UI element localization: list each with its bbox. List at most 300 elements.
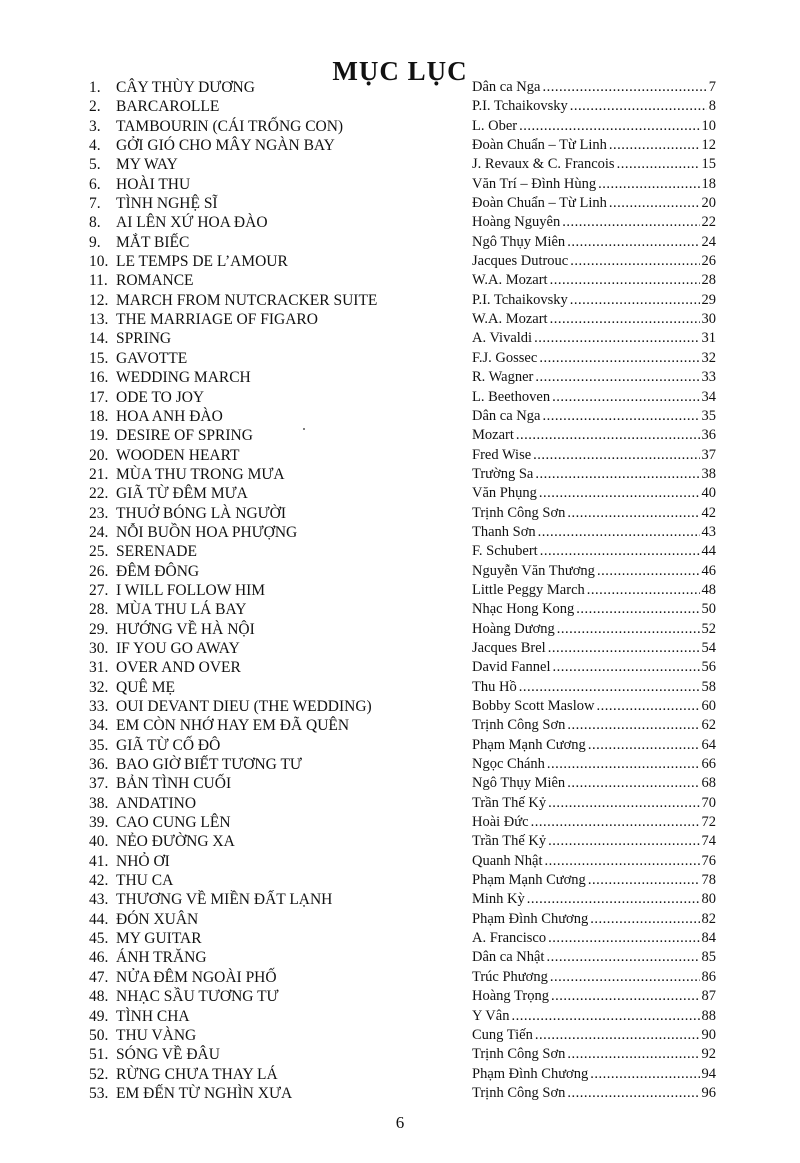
entry-number: 48. — [89, 988, 109, 1006]
toc-entry — [0, 600, 800, 619]
composer: Đoàn Chuẩn – Từ Linh — [472, 137, 607, 154]
page-ref: 42 — [701, 504, 716, 521]
composer: Phạm Đình Chương — [472, 910, 589, 927]
entry-credit — [472, 368, 716, 387]
entry-number: 6. — [89, 175, 101, 193]
toc-entry — [0, 581, 800, 600]
entry-number: 47. — [89, 968, 109, 986]
toc-entry — [0, 755, 800, 774]
dot-leader — [550, 968, 700, 987]
entry-number: 44. — [89, 910, 109, 928]
composer: P.I. Tchaikovsky — [472, 98, 568, 115]
toc-entry — [0, 736, 800, 755]
toc-entry — [0, 871, 800, 890]
entry-credit — [472, 1065, 716, 1084]
entry-number: 25. — [89, 543, 109, 561]
toc-entry — [0, 1007, 800, 1026]
dot-leader — [551, 987, 700, 1006]
toc-entry — [0, 271, 800, 290]
page-ref: 78 — [701, 872, 716, 889]
entry-number: 23. — [89, 504, 109, 522]
toc-entry — [0, 504, 800, 523]
toc-entry — [0, 794, 800, 813]
page-ref: 22 — [701, 214, 716, 231]
composer: Đoàn Chuẩn – Từ Linh — [472, 195, 607, 212]
page-ref: 92 — [701, 1046, 716, 1063]
toc-entry — [0, 523, 800, 542]
page-ref: 38 — [701, 465, 716, 482]
page-ref: 72 — [701, 814, 716, 831]
entry-number: 32. — [89, 678, 109, 696]
page-ref: 87 — [701, 988, 716, 1005]
entry-credit — [472, 1045, 716, 1064]
dot-leader — [542, 78, 706, 97]
dot-leader — [609, 194, 700, 213]
composer: Dân ca Nga — [472, 79, 541, 95]
entry-credit — [472, 271, 716, 290]
entry-credit — [472, 329, 716, 348]
dot-leader — [535, 465, 699, 484]
entry-credit — [472, 658, 716, 677]
composer: Văn Trí – Đình Hùng — [472, 175, 597, 192]
page-ref: 70 — [701, 794, 716, 811]
entry-number: 13. — [89, 311, 109, 329]
dot-leader — [557, 620, 700, 639]
song-title: CÂY THÙY DƯƠNG — [116, 79, 255, 96]
entry-credit — [472, 252, 716, 271]
song-title: ANDATINO — [116, 794, 197, 812]
entry-credit — [472, 465, 716, 484]
dot-leader — [567, 504, 699, 523]
toc-entry — [0, 678, 800, 697]
page-ref: 96 — [701, 1084, 716, 1101]
song-title: OVER AND OVER — [116, 659, 241, 677]
composer: Dân ca Nhật — [472, 949, 545, 966]
composer: Fred Wise — [472, 446, 532, 463]
song-title: OUI DEVANT DIEU (THE WEDDING) — [116, 698, 372, 715]
toc-entry — [0, 562, 800, 581]
composer: Hoàng Nguyên — [472, 214, 561, 231]
toc-entry — [0, 329, 800, 348]
song-title: HOÀI THU — [116, 175, 191, 193]
toc-entry — [0, 213, 800, 232]
page-ref: 90 — [701, 1026, 716, 1043]
entry-number: 21. — [89, 465, 109, 483]
song-title: BARCAROLLE — [116, 98, 220, 116]
song-title: MẮT BIẾC — [116, 233, 190, 251]
page-ref: 15 — [701, 156, 716, 173]
dot-leader — [535, 1026, 700, 1045]
page-ref: 33 — [701, 369, 716, 386]
composer: A. Vivaldi — [472, 330, 533, 347]
song-title: NẺO ĐƯỜNG XA — [116, 833, 235, 851]
toc-entry — [0, 774, 800, 793]
scan-speck — [303, 428, 305, 430]
composer: Văn Phụng — [472, 485, 537, 502]
entry-credit — [472, 794, 716, 813]
song-title: SÓNG VỀ ĐÂU — [116, 1046, 220, 1064]
page-ref: 29 — [701, 291, 716, 308]
song-title: TÌNH CHA — [116, 1007, 190, 1025]
composer: Ngô Thụy Miên — [472, 233, 566, 250]
song-title: WOODEN HEART — [116, 446, 240, 464]
page-ref: 62 — [701, 717, 716, 734]
composer: J. Revaux & C. Francois — [472, 156, 615, 173]
entry-credit — [472, 562, 716, 581]
composer: F.J. Gossec — [472, 349, 538, 366]
entry-credit — [472, 813, 716, 832]
composer: Trúc Phương — [472, 968, 548, 985]
song-title: GIÃ TỪ ĐÊM MƯA — [116, 485, 248, 503]
toc-entry — [0, 1065, 800, 1084]
composer: Trần Thế Kỷ — [472, 833, 547, 850]
composer: R. Wagner — [472, 369, 534, 386]
toc-entry — [0, 252, 800, 271]
page-ref: 54 — [701, 639, 716, 656]
entry-credit — [472, 175, 716, 194]
composer: Hoàng Dương — [472, 620, 555, 637]
toc-entry — [0, 465, 800, 484]
dot-leader — [567, 716, 699, 735]
entry-credit — [472, 678, 716, 697]
entry-number: 12. — [89, 291, 109, 309]
page-ref: 28 — [701, 272, 716, 289]
entry-credit — [472, 233, 716, 252]
song-title: ODE TO JOY — [116, 388, 205, 406]
entry-number: 53. — [89, 1084, 109, 1102]
dot-leader — [570, 252, 699, 271]
composer: Trường Sa — [472, 465, 534, 482]
page-ref: 60 — [701, 698, 716, 714]
entry-credit — [472, 1084, 716, 1103]
toc-entry — [0, 194, 800, 213]
composer: Ngọc Chánh — [472, 756, 545, 773]
dot-leader — [519, 117, 699, 136]
dot-leader — [567, 774, 699, 793]
composer: W.A. Mozart — [472, 311, 548, 328]
entry-credit — [472, 1007, 716, 1026]
composer: Cung Tiến — [472, 1026, 533, 1043]
toc-entry — [0, 484, 800, 503]
song-title: THUỞ BÓNG LÀ NGƯỜI — [116, 504, 287, 522]
composer: Jacques Brel — [472, 639, 546, 656]
page-ref: 84 — [701, 930, 716, 947]
song-title: TÌNH NGHỆ SĨ — [116, 195, 218, 213]
entry-number: 20. — [89, 446, 109, 464]
entry-number: 37. — [89, 775, 109, 793]
dot-leader — [534, 329, 699, 348]
dot-leader — [542, 407, 699, 426]
song-title: NỖI BUỒN HOA PHƯỢNG — [116, 523, 298, 541]
song-title: MY WAY — [116, 156, 178, 174]
song-title: HOA ANH ĐÀO — [116, 407, 223, 425]
song-title: BẢN TÌNH CUỐI — [116, 775, 232, 793]
composer: Trịnh Công Sơn — [472, 504, 566, 521]
composer: Hoàng Trọng — [472, 988, 549, 1005]
song-title: THU VÀNG — [116, 1026, 197, 1044]
song-title: RỪNG CHƯA THAY LÁ — [116, 1065, 278, 1083]
toc-entry — [0, 388, 800, 407]
song-title: SPRING — [116, 330, 172, 348]
entry-number: 45. — [89, 930, 109, 948]
entry-number: 11. — [89, 272, 108, 290]
entry-credit — [472, 716, 716, 735]
entry-number: 24. — [89, 523, 109, 541]
composer: Dân ca Nga — [472, 407, 541, 424]
page-ref: 46 — [701, 562, 716, 579]
composer: Thanh Sơn — [472, 523, 536, 540]
page-ref: 43 — [701, 523, 716, 540]
page-ref: 31 — [701, 330, 716, 347]
toc-entry — [0, 136, 800, 155]
composer: F. Schubert — [472, 543, 538, 560]
toc-entry — [0, 291, 800, 310]
page-ref: 50 — [701, 601, 716, 618]
entry-number: 19. — [89, 427, 109, 445]
entry-credit — [472, 620, 716, 639]
toc-entry — [0, 310, 800, 329]
entry-number: 36. — [89, 756, 109, 774]
page-ref: 86 — [701, 968, 716, 985]
toc-entry — [0, 368, 800, 387]
page-ref: 7 — [708, 79, 716, 95]
page-ref: 10 — [701, 117, 716, 134]
page-ref: 12 — [701, 137, 716, 154]
composer: Nguyễn Văn Thương — [472, 562, 595, 579]
entry-credit — [472, 97, 716, 116]
dot-leader — [535, 368, 699, 387]
page-ref: 74 — [701, 833, 716, 850]
entry-credit — [472, 78, 716, 97]
dot-leader — [598, 175, 699, 194]
page-ref: 48 — [701, 581, 716, 598]
dot-leader — [516, 426, 700, 445]
entry-credit — [472, 504, 716, 523]
toc-entry — [0, 97, 800, 116]
toc-entry — [0, 987, 800, 1006]
composer: Bobby Scott Maslow — [472, 698, 595, 714]
entry-credit — [472, 600, 716, 619]
entry-number: 9. — [89, 233, 101, 251]
composer: Ngô Thụy Miên — [472, 775, 566, 792]
page-title: MỤC LỤC — [332, 56, 468, 87]
entry-credit — [472, 484, 716, 503]
page-ref: 52 — [701, 620, 716, 637]
dot-leader — [570, 291, 700, 310]
entry-number: 52. — [89, 1065, 109, 1083]
page-ref: 64 — [701, 736, 716, 753]
entry-number: 28. — [89, 601, 109, 619]
page-ref: 40 — [701, 485, 716, 502]
dot-leader — [548, 929, 699, 948]
song-title: MÙA THU TRONG MƯA — [116, 465, 285, 483]
song-title: THU CA — [116, 872, 174, 890]
composer: Trịnh Công Sơn — [472, 1084, 566, 1101]
entry-number: 30. — [89, 639, 109, 657]
song-title: WEDDING MARCH — [116, 369, 251, 387]
page-ref: 68 — [701, 775, 716, 792]
entry-credit — [472, 639, 716, 658]
song-title: SERENADE — [116, 543, 197, 561]
dot-leader — [539, 349, 699, 368]
song-title: NHỎ ƠI — [116, 852, 170, 870]
dot-leader — [609, 136, 700, 155]
dot-leader — [567, 233, 699, 252]
entry-number: 1. — [89, 79, 101, 96]
entry-number: 51. — [89, 1046, 109, 1064]
song-title: ĐÊM ĐÔNG — [116, 562, 200, 580]
song-title: NHẠC SẦU TƯƠNG TƯ — [116, 988, 279, 1006]
composer: Trịnh Công Sơn — [472, 717, 566, 734]
toc-entry — [0, 929, 800, 948]
composer: Jacques Dutrouc — [472, 253, 569, 270]
dot-leader — [570, 97, 707, 116]
entry-credit — [472, 542, 716, 561]
toc-entry — [0, 407, 800, 426]
song-title: AI LÊN XỨ HOA ĐÀO — [116, 214, 268, 232]
page-ref: 80 — [701, 891, 716, 908]
song-title: ROMANCE — [116, 272, 194, 290]
song-title: MY GUITAR — [116, 930, 202, 948]
page-ref: 26 — [701, 253, 716, 270]
toc-entry — [0, 155, 800, 174]
entry-number: 14. — [89, 330, 109, 348]
composer: Phạm Mạnh Cương — [472, 872, 586, 889]
composer: Hoài Đức — [472, 814, 529, 831]
song-title: EM CÒN NHỚ HAY EM ĐÃ QUÊN — [116, 717, 350, 735]
song-title: GỞI GIÓ CHO MÂY NGÀN BAY — [116, 137, 335, 155]
dot-leader — [539, 484, 700, 503]
composer: Minh Kỳ — [472, 891, 525, 908]
entry-number: 29. — [89, 620, 109, 638]
toc-entry — [0, 890, 800, 909]
song-title: HƯỚNG VỀ HÀ NỘI — [116, 620, 255, 638]
dot-leader — [590, 910, 699, 929]
entry-number: 3. — [89, 117, 101, 135]
toc-entry — [0, 426, 800, 445]
entry-number: 27. — [89, 581, 109, 599]
entry-credit — [472, 987, 716, 1006]
toc-entry — [0, 716, 800, 735]
dot-leader — [547, 755, 700, 774]
toc-entry — [0, 910, 800, 929]
entry-credit — [472, 426, 716, 445]
toc-entry — [0, 233, 800, 252]
dot-leader — [567, 1084, 699, 1103]
dot-leader — [588, 871, 700, 890]
entry-credit — [472, 213, 716, 232]
song-title: THƯƠNG VỀ MIỀN ĐẤT LẠNH — [116, 891, 333, 909]
song-title: LE TEMPS DE L’AMOUR — [116, 253, 288, 271]
entry-credit — [472, 310, 716, 329]
song-title: ĐÓN XUÂN — [116, 910, 199, 928]
entry-number: 38. — [89, 794, 109, 812]
dot-leader — [540, 542, 700, 561]
entry-number: 22. — [89, 485, 109, 503]
song-title: GAVOTTE — [116, 349, 188, 367]
entry-number: 18. — [89, 407, 109, 425]
entry-credit — [472, 407, 716, 426]
entry-credit — [472, 523, 716, 542]
toc-entry — [0, 78, 800, 97]
entry-number: 50. — [89, 1026, 109, 1044]
song-title: MARCH FROM NUTCRACKER SUITE — [116, 291, 378, 309]
page-ref: 56 — [701, 659, 716, 676]
entry-credit — [472, 910, 716, 929]
entry-number: 26. — [89, 562, 109, 580]
page-ref: 85 — [701, 949, 716, 966]
toc-entry — [0, 697, 800, 716]
entry-credit — [472, 832, 716, 851]
entry-credit — [472, 1026, 716, 1045]
page-ref: 30 — [701, 311, 716, 328]
dot-leader — [587, 581, 700, 600]
entry-number: 46. — [89, 949, 109, 967]
song-title: ÁNH TRĂNG — [116, 949, 207, 967]
dot-leader — [562, 213, 699, 232]
entry-number: 43. — [89, 891, 109, 909]
dot-leader — [617, 155, 700, 174]
toc-entry — [0, 117, 800, 136]
dot-leader — [567, 1045, 699, 1064]
page-ref: 18 — [701, 175, 716, 192]
page-ref: 94 — [701, 1065, 716, 1082]
composer: L. Ober — [472, 117, 518, 134]
composer: Mozart — [472, 427, 514, 444]
song-title: GIÃ TỪ CỐ ĐÔ — [116, 736, 221, 754]
toc-entry — [0, 1045, 800, 1064]
entry-credit — [472, 291, 716, 310]
toc-entry — [0, 852, 800, 871]
song-title: NỬA ĐÊM NGOÀI PHỐ — [116, 968, 277, 986]
composer: Trịnh Công Sơn — [472, 1046, 566, 1063]
entry-number: 8. — [89, 214, 101, 232]
dot-leader — [576, 600, 699, 619]
dot-leader — [548, 832, 699, 851]
toc-entry — [0, 1026, 800, 1045]
song-title: I WILL FOLLOW HIM — [116, 581, 266, 599]
composer: L. Beethoven — [472, 388, 551, 405]
song-title: TAMBOURIN (CÁI TRỐNG CON) — [116, 117, 344, 135]
entry-credit — [472, 852, 716, 871]
entry-credit — [472, 194, 716, 213]
song-title: BAO GIỜ BIẾT TƯƠNG TƯ — [116, 756, 302, 774]
entry-credit — [472, 388, 716, 407]
entry-credit — [472, 581, 716, 600]
dot-leader — [553, 658, 700, 677]
song-title: EM ĐẾN TỪ NGHÌN XƯA — [116, 1084, 293, 1102]
page-ref: 34 — [701, 388, 716, 405]
page-ref: 37 — [701, 446, 716, 463]
toc-entry — [0, 832, 800, 851]
composer: Phạm Mạnh Cương — [472, 736, 586, 753]
page-ref: 58 — [701, 678, 716, 695]
page-ref: 76 — [701, 852, 716, 869]
entry-number: 41. — [89, 852, 109, 870]
entry-number: 39. — [89, 814, 109, 832]
entry-credit — [472, 697, 716, 716]
entry-credit — [472, 446, 716, 465]
toc-entry — [0, 1084, 800, 1103]
page-ref: 82 — [701, 910, 716, 927]
page-ref: 88 — [701, 1007, 716, 1024]
entry-number: 17. — [89, 388, 109, 406]
dot-leader — [548, 639, 700, 658]
composer: Y Vân — [472, 1007, 510, 1024]
entry-number: 2. — [89, 98, 101, 116]
entry-credit — [472, 890, 716, 909]
toc-entry — [0, 948, 800, 967]
